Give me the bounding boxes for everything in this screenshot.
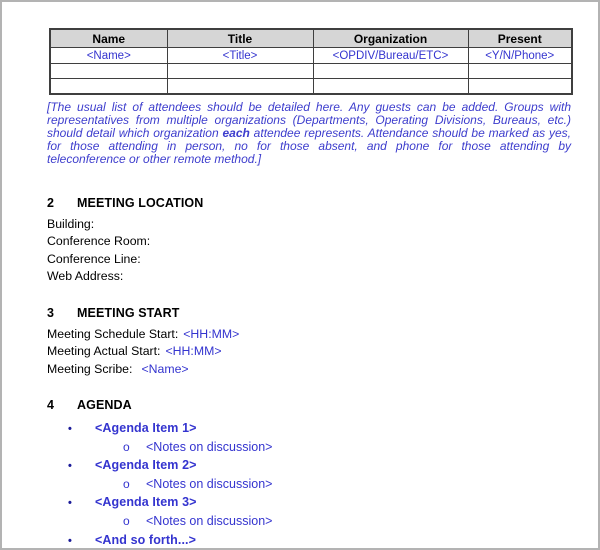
field-web-address: Web Address:	[47, 268, 124, 283]
agenda-item: • <Agenda Item 2>	[68, 458, 197, 473]
section-title: AGENDA	[77, 398, 132, 413]
placeholder-hh-mm: <HH:MM>	[165, 344, 222, 359]
empty-cell	[167, 64, 313, 79]
empty-cell	[313, 64, 468, 79]
empty-cell	[167, 79, 313, 95]
column-header-organization: Organization	[313, 29, 468, 48]
attendee-table	[49, 28, 573, 95]
placeholder-present-cell: <Y/N/Phone>	[468, 48, 572, 64]
placeholder-title-cell: <Title>	[167, 48, 313, 64]
bullet-marker: •	[68, 460, 72, 473]
agenda-list	[47, 421, 570, 550]
agenda-note: o <Notes on discussion>	[123, 439, 273, 454]
placeholder-organization-cell: <OPDIV/Bureau/ETC>	[313, 48, 468, 64]
field-meeting-actual-start: Meeting Actual Start: <HH:MM>	[47, 344, 222, 359]
empty-attendee-row	[50, 64, 572, 79]
empty-cell	[50, 79, 167, 95]
bullet-marker: •	[68, 497, 72, 510]
field-conference-room: Conference Room:	[47, 234, 151, 249]
agenda-item: • <Agenda Item 3>	[68, 495, 197, 510]
bullet-marker: •	[68, 423, 72, 436]
empty-attendee-row	[50, 79, 572, 95]
attendee-guidance-note	[47, 101, 571, 166]
empty-cell	[468, 79, 572, 95]
section-title: MEETING START	[77, 306, 180, 321]
sub-bullet-marker: o	[123, 476, 130, 491]
placeholder-name-cell: <Name>	[50, 48, 167, 64]
section-meeting-start	[47, 306, 570, 378]
section-number: 3	[47, 306, 55, 321]
agenda-note: o <Notes on discussion>	[123, 514, 273, 529]
sub-bullet-marker: o	[123, 439, 130, 454]
section-title: MEETING LOCATION	[77, 196, 204, 210]
section-agenda	[47, 398, 570, 550]
note-text-suffix: attendee represents. Attendance should be marked as yes, for those attending in person, no for those absent, and phone for those attending by teleconference or other remote method.]	[47, 126, 571, 166]
bullet-marker: •	[68, 534, 72, 547]
field-meeting-schedule-start: Meeting Schedule Start: <HH:MM>	[47, 327, 240, 342]
section-heading	[47, 398, 570, 412]
agenda-item: • <Agenda Item 1>	[68, 421, 197, 436]
section-heading	[47, 196, 570, 210]
sub-bullet-marker: o	[123, 514, 130, 529]
field-conference-line: Conference Line:	[47, 251, 141, 266]
column-header-name: Name	[50, 29, 167, 48]
note-text-prefix: [The usual list of attendees should be detailed here. Any guests can be added. Groups with representatives from multiple organizations (Departments, Operating Divisions, Bureaus, etc.) should detail which organization	[47, 100, 571, 140]
empty-cell	[468, 64, 572, 79]
column-header-title: Title	[167, 29, 313, 48]
agenda-item: • <And so forth...>	[68, 532, 197, 547]
empty-cell	[313, 79, 468, 95]
field-meeting-scribe: Meeting Scribe: <Name>	[47, 361, 189, 376]
attendee-placeholder-row	[50, 48, 572, 64]
empty-cell	[50, 64, 167, 79]
attendee-table-header-row	[50, 29, 572, 48]
column-header-present: Present	[468, 29, 572, 48]
section-heading	[47, 306, 570, 320]
placeholder-hh-mm: <HH:MM>	[183, 327, 240, 342]
section-number: 2	[47, 196, 55, 210]
placeholder-name: <Name>	[141, 361, 189, 376]
section-meeting-location	[47, 196, 570, 285]
note-bold-word: each	[222, 126, 250, 140]
section-number: 4	[47, 398, 55, 413]
field-building: Building:	[47, 217, 95, 231]
agenda-note: o <Notes on discussion>	[123, 476, 273, 491]
